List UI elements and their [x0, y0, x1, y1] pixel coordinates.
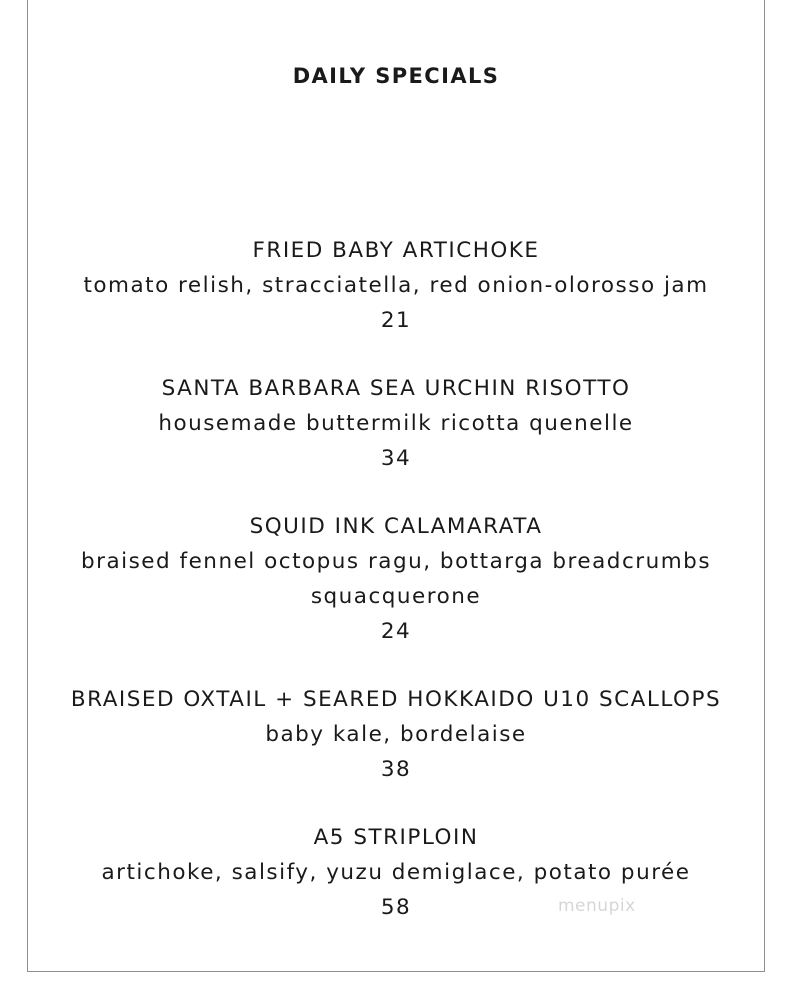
item-price: 58	[380, 895, 412, 920]
item-name: FRIED BABY ARTICHOKE	[252, 238, 540, 263]
item-description-continued: squacquerone	[310, 584, 482, 609]
item-description: housemade buttermilk ricotta quenelle	[158, 411, 634, 436]
item-name: BRAISED OXTAIL + SEARED HOKKAIDO U10 SCALLOPS	[70, 687, 722, 712]
specials-list	[0, 233, 792, 958]
menu-item	[0, 820, 792, 925]
item-name: SANTA BARBARA SEA URCHIN RISOTTO	[161, 376, 631, 401]
watermark-logo: menupix	[558, 896, 636, 916]
item-description: braised fennel octopus ragu, bottarga breadcrumbs	[80, 549, 712, 574]
item-price: 34	[380, 446, 412, 471]
item-price: 21	[380, 308, 412, 333]
menu-item	[0, 682, 792, 787]
menu-item	[0, 233, 792, 338]
item-name: A5 STRIPLOIN	[313, 825, 479, 850]
item-name: SQUID INK CALAMARATA	[249, 514, 543, 539]
menu-item	[0, 509, 792, 649]
item-price: 38	[380, 757, 412, 782]
item-description: baby kale, bordelaise	[265, 722, 527, 747]
item-description: tomato relish, stracciatella, red onion-olorosso jam	[83, 273, 709, 298]
item-price: 24	[380, 619, 412, 644]
item-description: artichoke, salsify, yuzu demiglace, potato purée	[101, 860, 691, 885]
page-title: DAILY SPECIALS	[292, 64, 500, 88]
menu-item	[0, 371, 792, 476]
